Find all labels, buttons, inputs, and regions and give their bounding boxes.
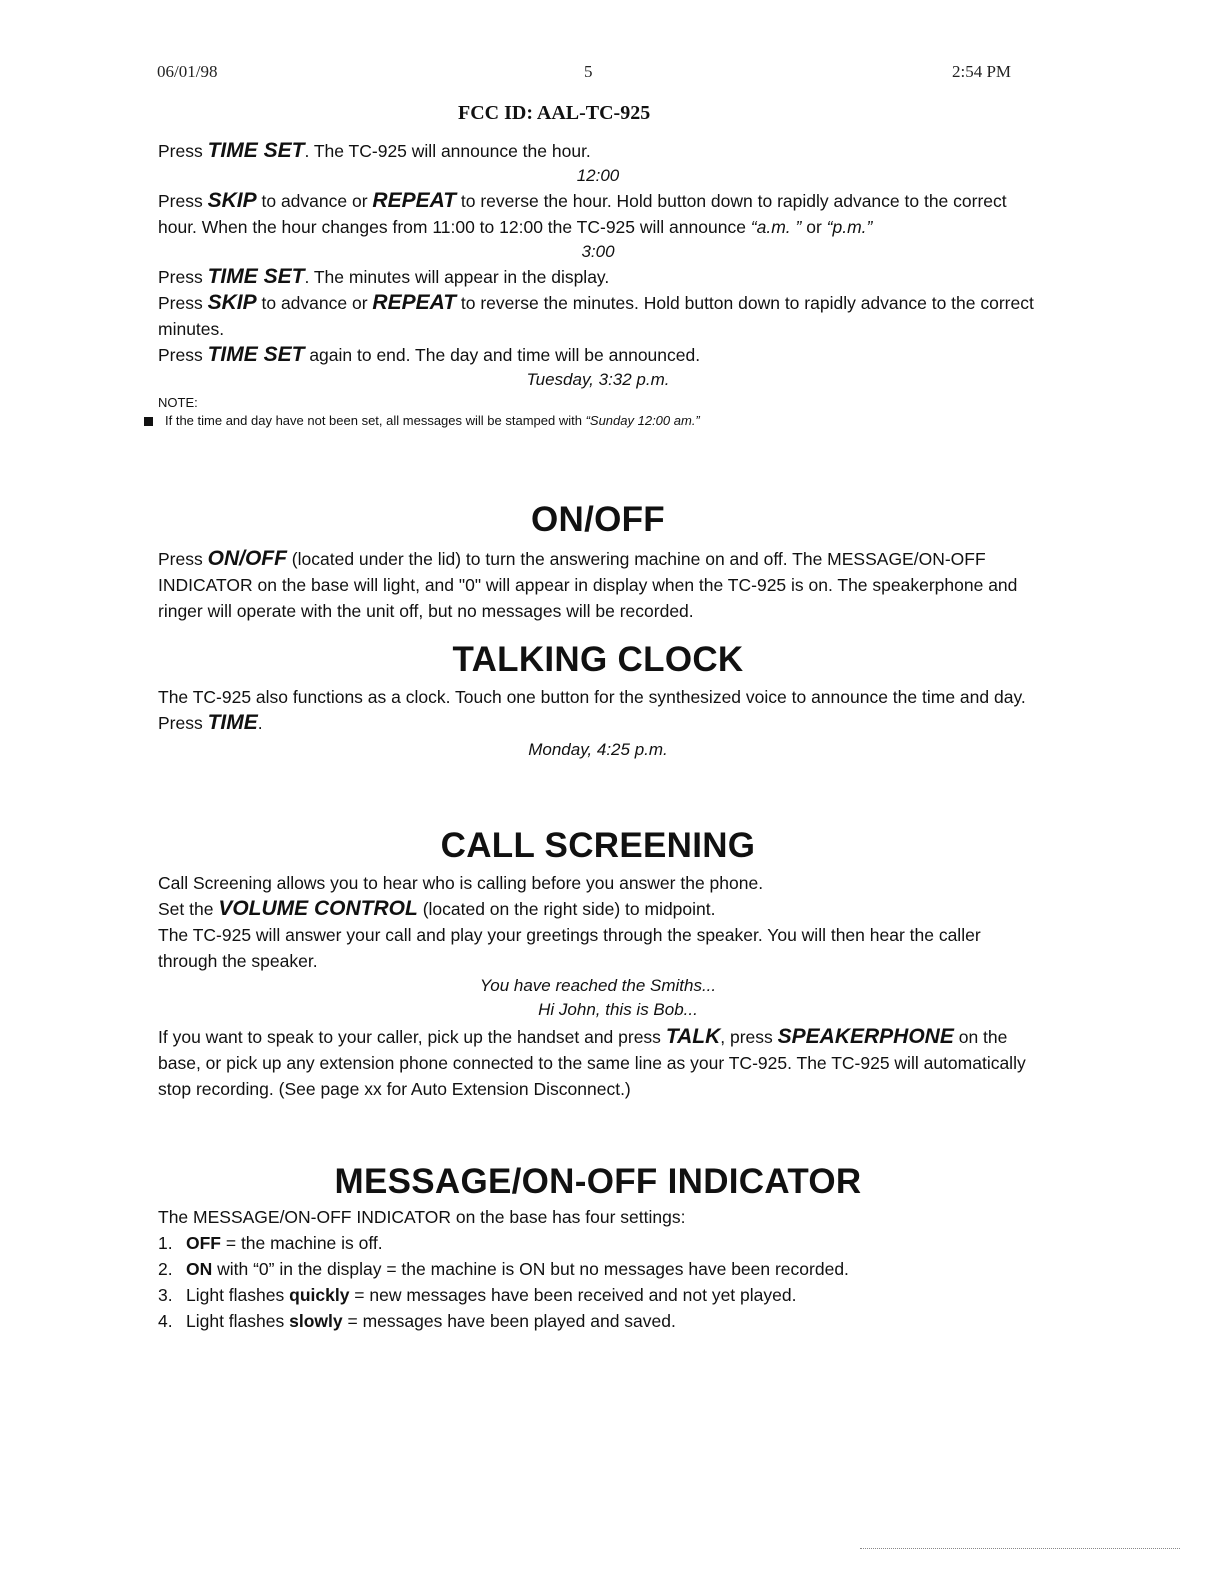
call-screening-p1: Call Screening allows you to hear who is calling before you answer the phone. xyxy=(158,873,764,893)
time-set-step-2: Press SKIP to advance or REPEAT to reverse the hour. Hold button down to rapidly advance to the correct hour. When the hour changes from 11:00 to 12:00 the TC-925 will announce “a.m. ” or “p.m.” xyxy=(158,189,1007,237)
talking-clock-text: The TC-925 also functions as a clock. Touch one button for the synthesized voice to announce the time and day. xyxy=(158,687,1026,707)
header-time: 2:54 PM xyxy=(952,62,1012,81)
page-number: 5 xyxy=(584,62,593,81)
time-announcement: Tuesday, 3:32 p.m. xyxy=(526,370,670,389)
caller-quote: Hi John, this is Bob... xyxy=(538,1000,698,1019)
on-off-text: Press ON/OFF (located under the lid) to turn the answering machine on and off. The MESSAGE/ON-OFF INDICATOR on the base will light, and "0" will appear in display when the TC-925 is on. The speakerphone and ringer will operate with the unit off, but no messages will be recorded. xyxy=(158,547,1018,621)
indicator-item: 2. ON with “0” in the display = the machine is ON but no messages have been recorded. xyxy=(158,1259,849,1279)
hour-example: 12:00 xyxy=(576,166,620,185)
clock-announcement: Monday, 4:25 p.m. xyxy=(528,740,668,759)
call-screening-p3: The TC-925 will answer your call and play your greetings through the speaker. You will then hear the caller through the speaker. xyxy=(158,925,981,971)
time-set-section xyxy=(158,138,1038,430)
talking-clock-heading: TALKING CLOCK xyxy=(452,640,744,679)
call-screening-heading: CALL SCREENING xyxy=(440,826,756,865)
call-screening-section xyxy=(158,826,1038,1102)
indicator-intro: The MESSAGE/ON-OFF INDICATOR on the base has four settings: xyxy=(158,1207,686,1227)
note-label: NOTE: xyxy=(158,395,198,410)
time-set-step-1: Press TIME SET. The TC-925 will announce the hour. xyxy=(158,139,591,162)
hour-example-2: 3:00 xyxy=(581,242,615,261)
indicator-heading: MESSAGE/ON-OFF INDICATOR xyxy=(334,1162,862,1201)
talking-clock-press: Press TIME. xyxy=(158,711,263,734)
call-screening-p4: If you want to speak to your caller, pick up the handset and press TALK, press SPEAKERPHONE on the base, or pick up any extension phone connected to the same line as your TC-925. The TC-925 will automatically stop recording. (See page xx for Auto Extension Disconnect.) xyxy=(158,1025,1026,1099)
greeting-quote: You have reached the Smiths... xyxy=(479,976,717,995)
square-bullet-icon xyxy=(144,417,153,426)
header-date: 06/01/98 xyxy=(157,62,218,81)
talking-clock-section xyxy=(158,640,1038,762)
indicator-item: 4. Light flashes slowly = messages have been played and saved. xyxy=(158,1311,676,1331)
call-screening-p2: Set the VOLUME CONTROL (located on the right side) to midpoint. xyxy=(158,897,716,920)
indicator-section xyxy=(158,1162,1038,1334)
on-off-heading: ON/OFF xyxy=(530,500,665,539)
fcc-id: FCC ID: AAL-TC-925 xyxy=(458,102,651,124)
indicator-item: 1. OFF = the machine is off. xyxy=(158,1233,383,1253)
indicator-item: 3. Light flashes quickly = new messages have been received and not yet played. xyxy=(158,1285,797,1305)
time-set-step-4: Press SKIP to advance or REPEAT to reverse the minutes. Hold button down to rapidly advance to the correct minutes. xyxy=(158,291,1034,339)
scan-artifact xyxy=(860,1548,1180,1551)
on-off-section xyxy=(158,500,1038,624)
time-set-step-3: Press TIME SET. The minutes will appear in the display. xyxy=(158,265,610,288)
time-set-step-5: Press TIME SET again to end. The day and time will be announced. xyxy=(158,343,701,366)
note-text: If the time and day have not been set, all messages will be stamped with “Sunday 12:00 am.” xyxy=(158,412,1038,430)
